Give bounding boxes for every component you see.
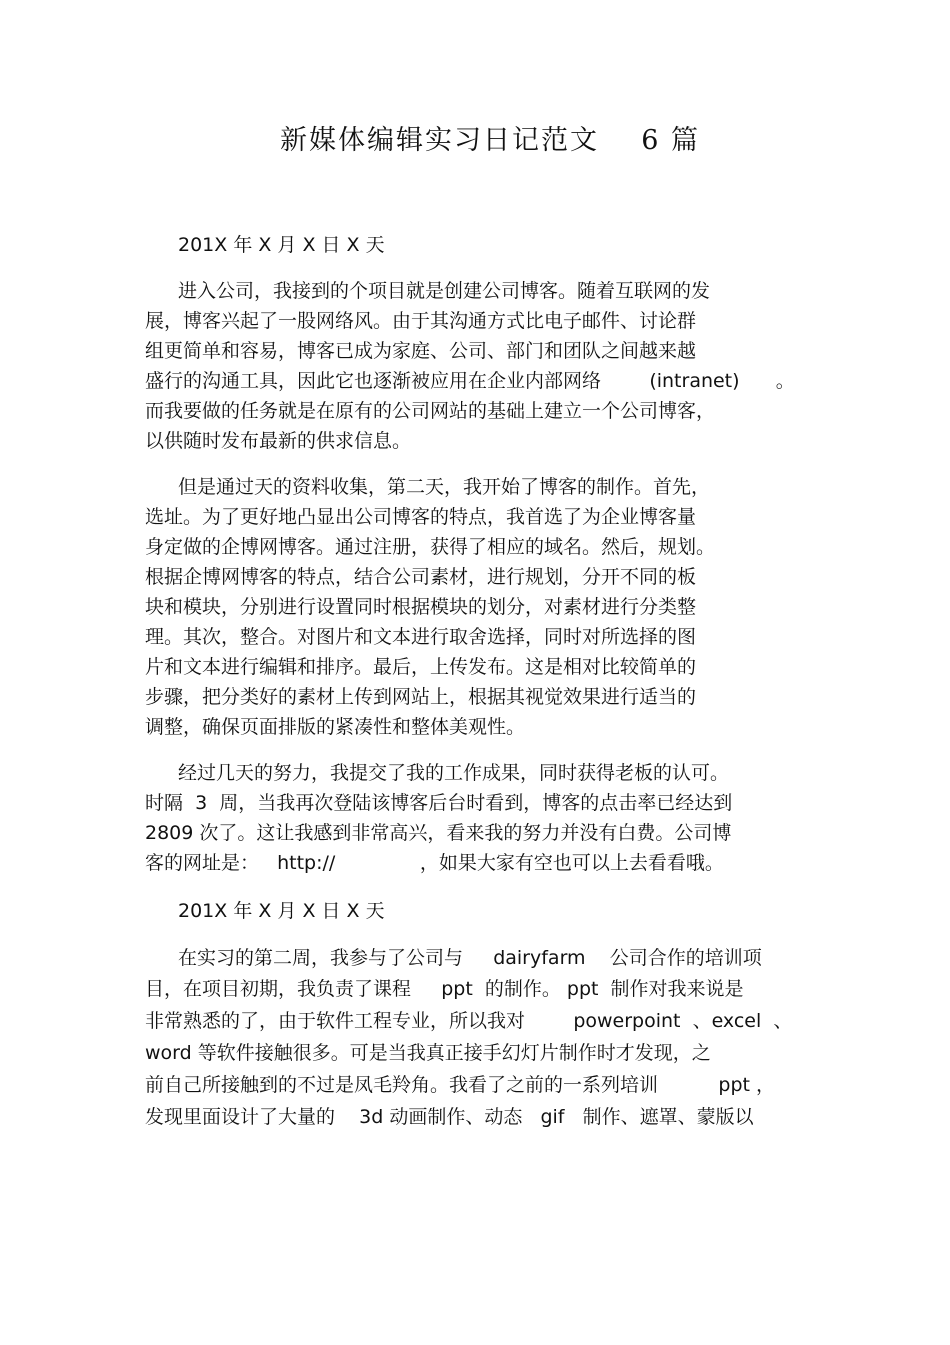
document-title: 新媒体编辑实习日记范文 6 篇 <box>279 125 701 156</box>
paragraph-1-line: 以供随时发布最新的供求信息。 <box>145 430 412 452</box>
paragraph-3-line: 经过几天的努力，我提交了我的工作成果，同时获得老板的认可。 <box>178 762 730 784</box>
paragraph-1-line: 展，博客兴起了一股网络风。由于其沟通方式比电子邮件、讨论群 <box>145 310 697 332</box>
paragraph-4-line: 发现里面设计了大量的 3d 动画制作、动态 gif 制作、遮罩、蒙版以 <box>145 1106 754 1128</box>
paragraph-2-line: 步骤，把分类好的素材上传到网站上，根据其视觉效果进行适当的 <box>145 686 697 708</box>
paragraph-2-line: 选址。为了更好地凸显出公司博客的特点，我首选了为企业博客量 <box>145 506 697 528</box>
paragraph-3-line: 时隔 3 周，当我再次登陆该博客后台时看到，博客的点击率已经达到 <box>145 792 733 814</box>
paragraph-2-line: 根据企博网博客的特点，结合公司素材，进行规划，分开不同的板 <box>145 566 697 588</box>
paragraph-3-line: 2809 次了。这让我感到非常高兴，看来我的努力并没有白费。公司博 <box>145 822 732 844</box>
paragraph-4-line: 非常熟悉的了，由于软件工程专业，所以我对 powerpoint 、excel 、 <box>145 1010 793 1032</box>
entry-date-1: 201X 年 X 月 X 日 X 天 <box>178 234 385 256</box>
entry-date-2: 201X 年 X 月 X 日 X 天 <box>178 900 385 922</box>
paragraph-4-line: word 等软件接触很多。可是当我真正接手幻灯片制作时才发现，之 <box>145 1042 711 1064</box>
paragraph-2-line: 理。其次，整合。对图片和文本进行取舍选择，同时对所选择的图 <box>145 626 697 648</box>
paragraph-3-line: 客的网址是： http:// ，如果大家有空也可以上去看看哦。 <box>145 852 724 874</box>
paragraph-1-line: 进入公司，我接到的个项目就是创建公司博客。随着互联网的发 <box>178 280 711 302</box>
paragraph-2-line: 但是通过天的资料收集，第二天，我开始了博客的制作。首先， <box>178 476 711 498</box>
paragraph-2-line: 块和模块，分别进行设置同时根据模块的划分，对素材进行分类整 <box>145 596 697 618</box>
paragraph-2-line: 片和文本进行编辑和排序。最后，上传发布。这是相对比较简单的 <box>145 656 697 678</box>
paragraph-1-line: 组更简单和容易，博客已成为家庭、公司、部门和团队之间越来越 <box>145 340 697 362</box>
paragraph-1-line: 而我要做的任务就是在原有的公司网站的基础上建立一个公司博客， <box>145 400 716 422</box>
paragraph-1-line: 盛行的沟通工具，因此它也逐渐被应用在企业内部网络 (intranet) 。 <box>145 370 795 392</box>
paragraph-2-line: 身定做的企博网博客。通过注册，获得了相应的域名。然后，规划。 <box>145 536 716 558</box>
paragraph-2-line: 调整，确保页面排版的紧凑性和整体美观性。 <box>145 716 526 738</box>
paragraph-4-line: 在实习的第二周，我参与了公司与 dairyfarm 公司合作的培训项 <box>178 947 762 969</box>
paragraph-4-line: 前自己所接触到的不过是凤毛羚角。我看了之前的一系列培训 ppt ， <box>145 1074 776 1096</box>
paragraph-4-line: 目，在项目初期，我负责了课程 ppt 的制作。 ppt 制作对我来说是 <box>145 978 744 1000</box>
